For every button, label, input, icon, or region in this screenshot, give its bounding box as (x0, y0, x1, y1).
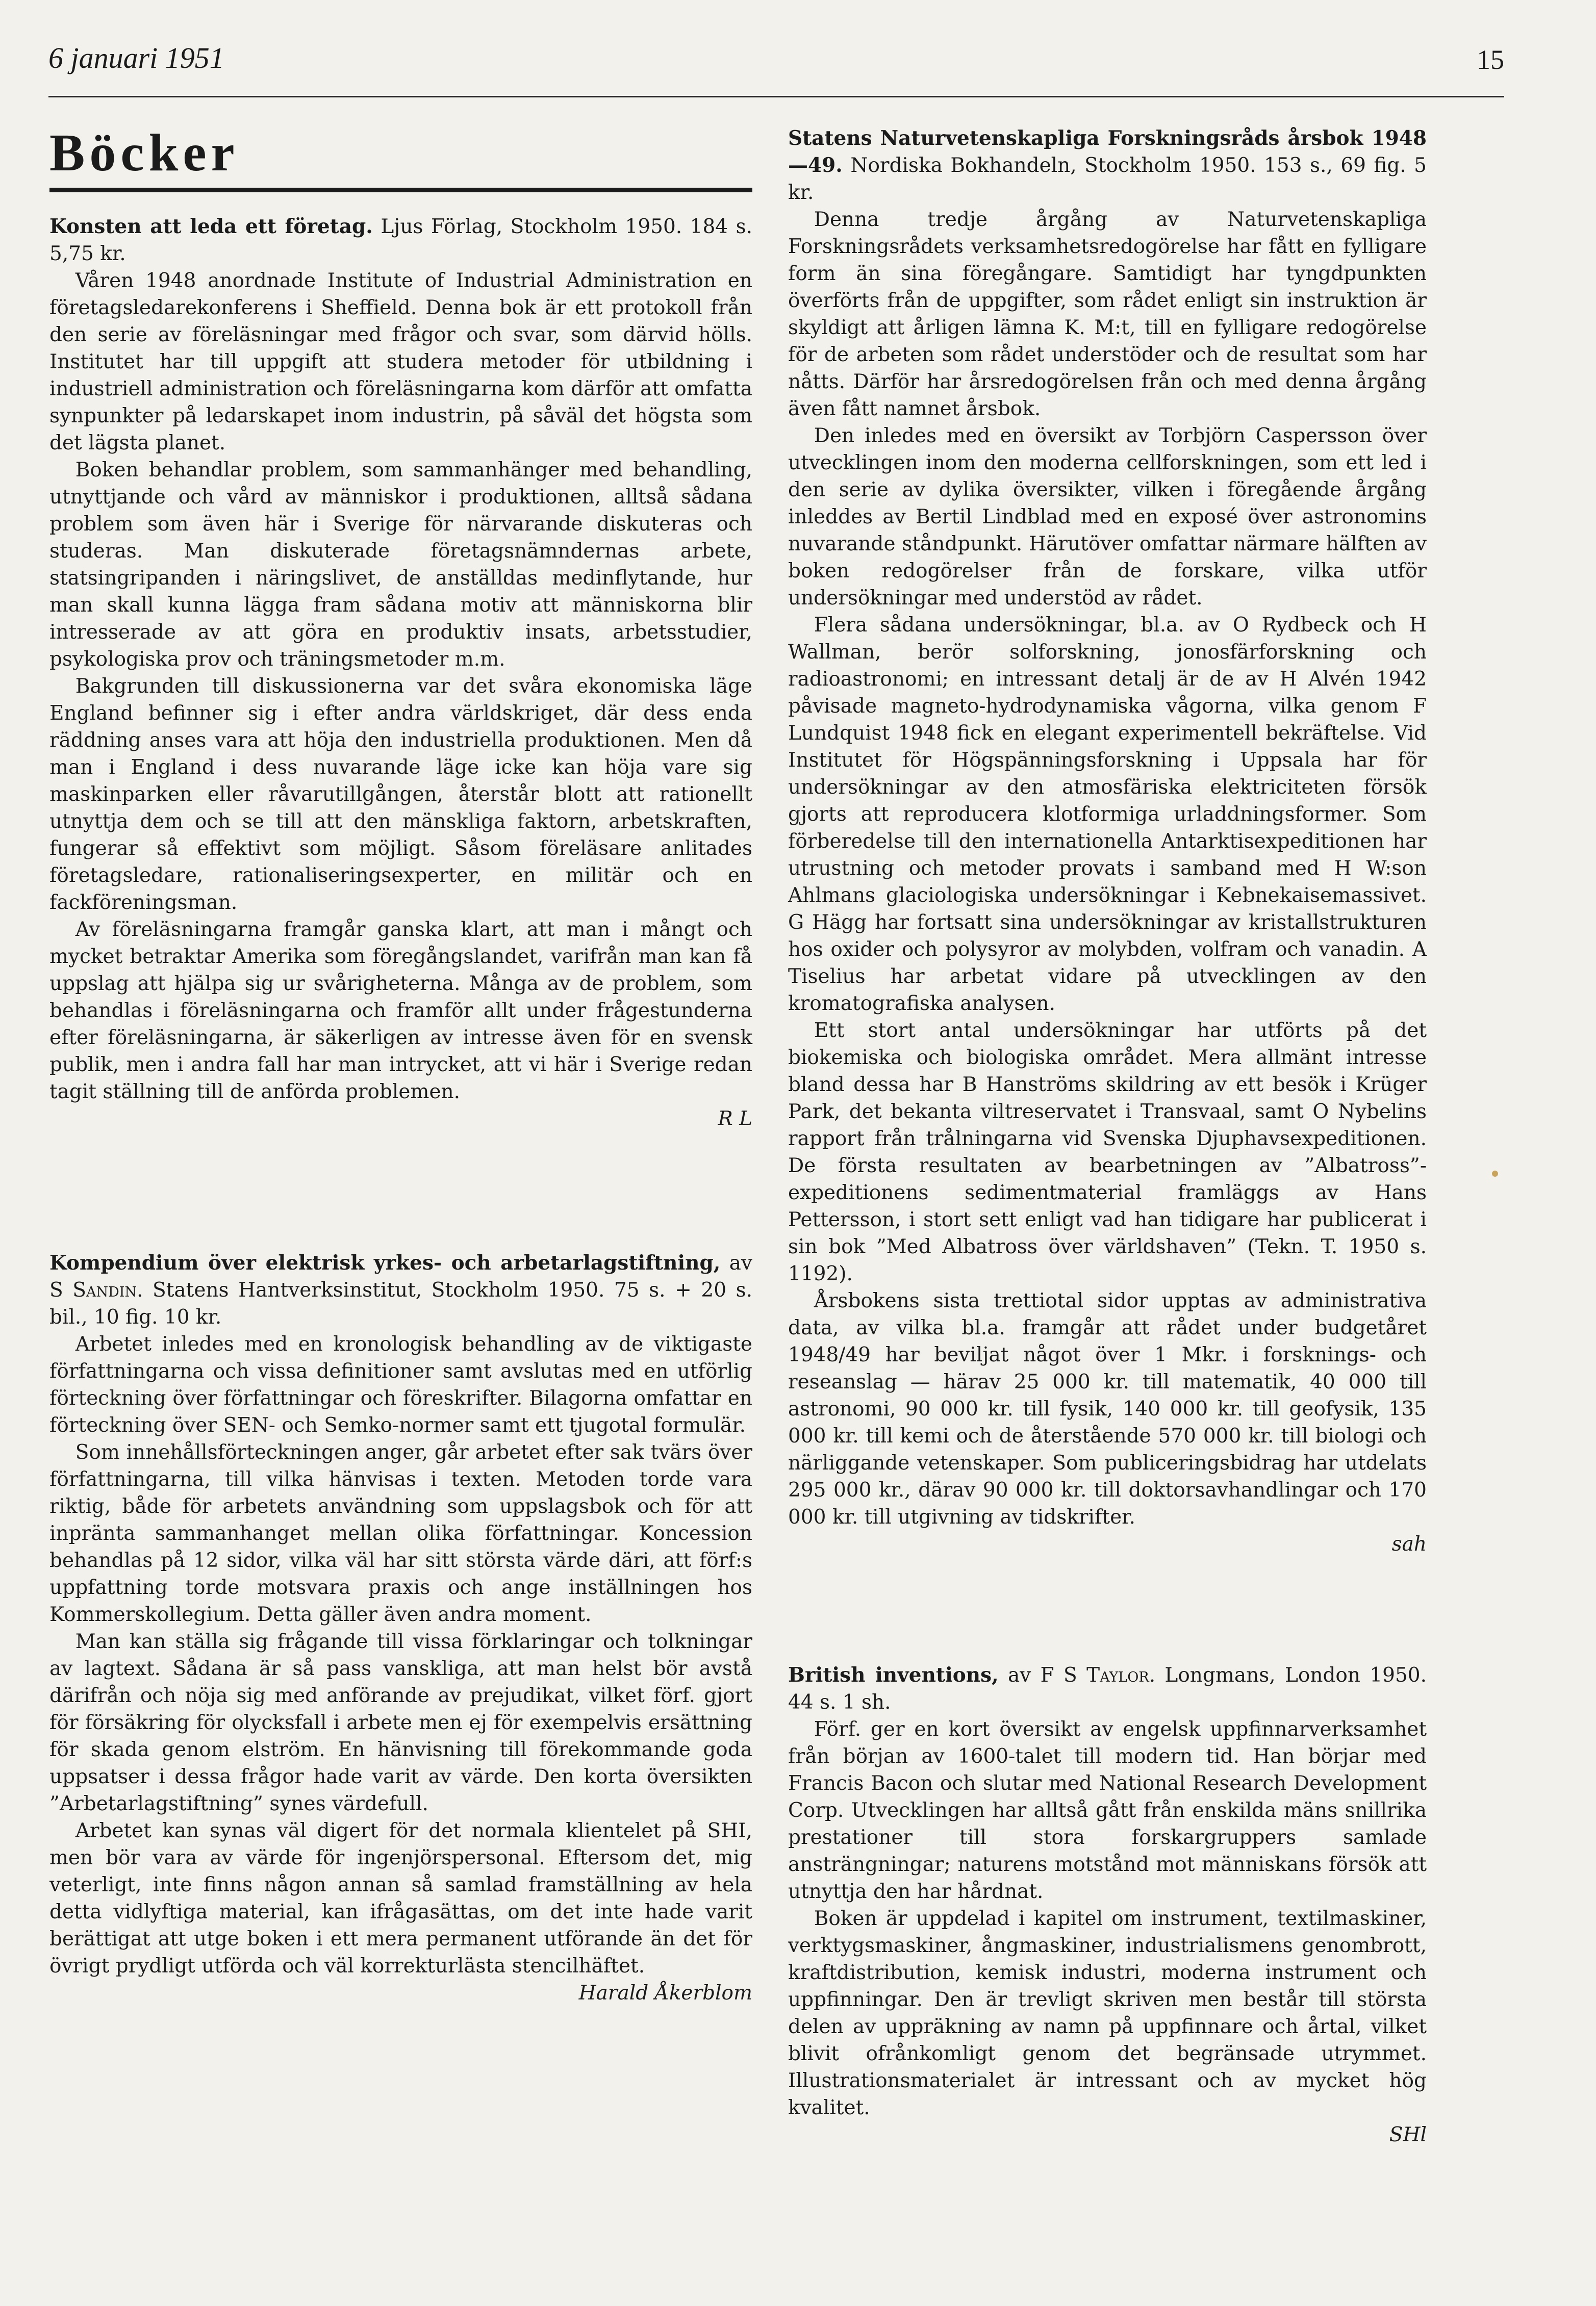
review-forskningsrad-arsbok (788, 125, 1427, 1558)
review-paragraph: Bakgrunden till diskussionerna var det svåra ekonomiska läge England befinner sig i efter andra världskriget, där dess enda räddning anses vara att höja den industriella produktionen. Men då man i England i dess nuvarande läge icke kan höja vare sig maskinparken eller råvarutillgången, återstår blott att rationellt utnyttja dem och se till att den mänskliga faktorn, arbetskraften, fungerar så effektivt som möjligt. Såsom föreläsare anlitades företagsledare, rationaliseringsexperter, en militär och en fackföreningsman. (49, 675, 752, 914)
review-paragraph: Som innehållsförteckningen anger, går arbetet efter sak tvärs över författningarna, till vilka hänvisas i texten. Metoden torde vara riktig, både för arbetets användning som uppslagsbok och för att inpränta sammanhanget mellan olika författningar. Koncession behandlas på 12 sidor, vilka väl har sitt största värde däri, att förf:s uppfattning torde motsvara praxis och ange inställningen hos Kommerskollegium. Detta gäller även andra moment. (49, 1441, 752, 1626)
review-paragraph: Av föreläsningarna framgår ganska klart, att man i mångt och mycket betraktar Amerika som föregångslandet, varifrån man kan få uppslag att hjälpa sig ur svårigheterna. Många av de problem, som behandlas i föreläsningarna och framför allt under frågestunderna efter föreläsningarna, är säkerligen av intresse även för en svensk publik, men i andra fall har man intrycket, att vi här i Sverige redan tagit ställning till de anförda problemen. (49, 918, 752, 1103)
review-paragraph: Våren 1948 anordnade Institute of Industrial Administration en företagsledarekonferens i Sheffield. Denna bok är ett protokoll från den serie av föreläsningar med frågor och svar, som därvid hölls. Institutet har till uppgift att studera metoder för utbildning i industriell administration och föreläsningarna kom därför att omfatta synpunkter på ledarskapet inom industrin, på såväl det högsta som det lägsta planet. (49, 269, 752, 454)
review-biblio (49, 1250, 752, 1331)
review-paragraph: Man kan ställa sig frågande till vissa förklaringar och tolkningar av lagtext. Sådana är så pass vanskliga, att man helst bör avstå därifrån och nöja sig med anförande av prejudikat, vilket förf. gjort för försäkring för olycksfall i arbete men ej för exempelvis ersättning för skada genom elström. En hänvisning till förekommande goda uppsatser i dessa frågor hade varit av värde. Den korta översikten ”Arbetarlagstiftning” synes värdefull. (49, 1630, 752, 1815)
header-rule (48, 96, 1504, 97)
author-prefix: av S (49, 1252, 753, 1302)
reviewer-signature: Harald Åkerblom (578, 1982, 752, 2005)
review-biblio (49, 213, 752, 267)
review-paragraph: Boken är uppdelad i kapitel om instrument, textilmaskiner, verktygsmaskiner, ångmaskiner, industrialismens genombrott, kraftdistribution, kemisk industri, moderna instrument och uppfinningar. Den är trevligt skriven men består till största delen av uppräkning av namn på uppfinnare och årtal, vilket blivit ofrånkomligt genom det begränsade utrymmet. Illustrationsmaterialet är intressant och av mycket hög kvalitet. (788, 1907, 1427, 2119)
review-paragraph: Den inledes med en översikt av Torbjörn Caspersson över utvecklingen inom den moderna cellforskningen, som ett led i den serie av dylika översikter, vilken i föregående årgång inleddes av Bertil Lindblad med en exposé över astronomins nuvarande ståndpunkt. Härutöver omfattar närmare hälften av boken redogörelser från de forskare, vilka utför undersökningar med understöd av rådet. (788, 424, 1427, 610)
review-paragraph: Arbetet kan synas väl digert för det normala klientelet på SHI, men bör vara av värde för ingenjörspersonal. Eftersom det, mig veterligt, inte finns någon annan så samlad framställning av hela detta vidlyftiga material, kan ifrågasättas, om det inte hade varit berättigat att utge boken i ett mera permanent utförande än det för övrigt prydligt utförda och väl korrekturlästa stencilhäftet. (49, 1819, 752, 1978)
issue-date: 6 januari 1951 (48, 41, 224, 74)
book-publication: . Statens Hantverksinstitut, Stockholm 1950. 75 s. + 20 s. bil., 10 fig. 10 kr. (49, 1279, 752, 1329)
book-title: Konsten att leda ett företag. (49, 215, 373, 238)
review-british-inventions (788, 1662, 1427, 2148)
book-title: Statens Naturvetenskapliga Forskningsråds årsbok 1948—49. (788, 126, 1427, 177)
book-publication: . Longmans, London 1950. 44 s. 1 sh. (788, 1664, 1427, 1714)
page-number: 15 (1477, 44, 1504, 75)
section-title-rule (49, 188, 752, 192)
running-header (48, 41, 1504, 102)
review-paragraph: Boken behandlar problem, som sammanhänger med behandling, utnyttjande och vård av människor i produktionen, alltså sådana problem som även här i Sverige för närvarande diskuteras och studeras. Man diskuterade företagsnämndernas arbete, statsingripanden i näringslivet, de anställdas medinflytande, hur man skall kunna lägga fram sådana motiv att människorna blir intresserade av att göra en produktiv insats, arbetsstudier, psykologiska prov och träningsmetoder m.m. (49, 459, 752, 671)
review-paragraph: Ett stort antal undersökningar har utförts på det biokemiska och biologiska området. Mera allmänt intresse bland dessa har B Hanströms skildring av ett besök i Krüger Park, det bekanta viltreservatet i Transvaal, samt O Nybelins rapport från trålningarna vid Svenska Djuphavsexpeditionen. De första resultaten av bearbetningen av ”Albatross”-expeditionens sedimentmaterial framläggs av Hans Pettersson, i stort sett enligt vad han tidigare har publicerat i sin bok ”Med Albatross över världshaven” (Tekn. T. 1950 s. 1192). (788, 1019, 1427, 1285)
book-title: Kompendium över elektrisk yrkes- och arbetarlagstiftning, (49, 1251, 721, 1275)
reviewer-signature: sah (1391, 1533, 1427, 1556)
review-konsten-att-leda (49, 213, 752, 1132)
paper-speck (1492, 1171, 1498, 1177)
section-title: Böcker (49, 123, 239, 182)
book-author: Taylor (1086, 1664, 1149, 1687)
reviewer-signature: R L (718, 1107, 752, 1130)
book-publication: Nordiska Bokhandeln, Stockholm 1950. 153 s., 69 fig. 5 kr. (788, 154, 1427, 204)
review-biblio (788, 125, 1427, 206)
reviewer-signature: SHl (1389, 2123, 1427, 2146)
review-paragraph: Flera sådana undersökningar, bl.a. av O Rydbeck och H Wallman, berör solforskning, jonosfärforskning och radioastronomi; en intressant detalj är de av H Alvén 1942 påvisade magneto-hydrodynamiska vågorna, vilka genom F Lundquist 1948 fick en elegant experimentell bekräftelse. Vid Institutet för Högspänningsforskning i Uppsala har för undersökningar av den atmosfäriska elektriciteten försök gjorts att reproducera klotformiga urladdningsformer. Som förberedelse till den internationella Antarktisexpeditionen har utrustning och metoder provats i samband med H W:son Ahlmans glaciologiska undersökningar i Kebnekaisemassivet. G Hägg har fortsatt sina undersökningar av kristallstrukturen hos oxider och polysyror av molybden, volfram och vanadin. A Tiselius har arbetat vidare på utvecklingen av den kromatografiska analysen. (788, 614, 1427, 1015)
review-biblio (788, 1662, 1427, 1716)
author-prefix: av F S (998, 1664, 1087, 1687)
book-author: Sandin (72, 1279, 137, 1302)
book-publication: Ljus Förlag, Stockholm 1950. 184 s. 5,75 kr. (49, 215, 752, 265)
review-kompendium (49, 1250, 752, 2007)
book-title: British inventions, (788, 1663, 999, 1687)
review-paragraph: Årsbokens sista trettiotal sidor upptas av administrativa data, av vilka bl.a. framgår att rådet under budgetåret 1948/49 har beviljat något över 1 Mkr. i forsknings- och reseanslag — härav 25 000 kr. till matematik, 40 000 till astronomi, 90 000 kr. till fysik, 140 000 kr. till geofysik, 135 000 kr. till kemi och de återstående 570 000 kr. till biologi och närliggande vetenskaper. Som publiceringsbidrag har utdelats 295 000 kr., därav 90 000 kr. till doktorsavhandlingar och 170 000 kr. till utgivning av tidskrifter. (788, 1289, 1427, 1529)
review-paragraph: Förf. ger en kort översikt av engelsk uppfinnarverksamhet från början av 1600-talet till modern tid. Han börjar med Francis Bacon och slutar med National Research Development Corp. Utvecklingen har alltså gått från enskilda mäns snillrika prestationer till stora forskargruppers samlade ansträngningar; naturens motstånd mot människans försök att utnyttja den har hårdnat. (788, 1718, 1427, 1903)
review-paragraph: Arbetet inledes med en kronologisk behandling av de viktigaste författningarna och vissa definitioner samt avslutas med en utförlig förteckning över författningar och föreskrifter. Bilagorna omfattar en förteckning över SEN- och Semko-normer samt ett tjugotal formulär. (49, 1333, 752, 1437)
review-paragraph: Denna tredje årgång av Naturvetenskapliga Forskningsrådets verksamhetsredogörelse har fått en fylligare form än sina föregångare. Samtidigt har tyngdpunkten överförts från de uppgifter, som rådet enligt sin instruktion är skyldigt att årligen lämna K. M:t, till en fylligare redogörelse för de arbeten som rådet understöder och de resultat som har nåtts. Därför har årsredogörelsen från och med denna årgång även fått namnet årsbok. (788, 208, 1427, 420)
